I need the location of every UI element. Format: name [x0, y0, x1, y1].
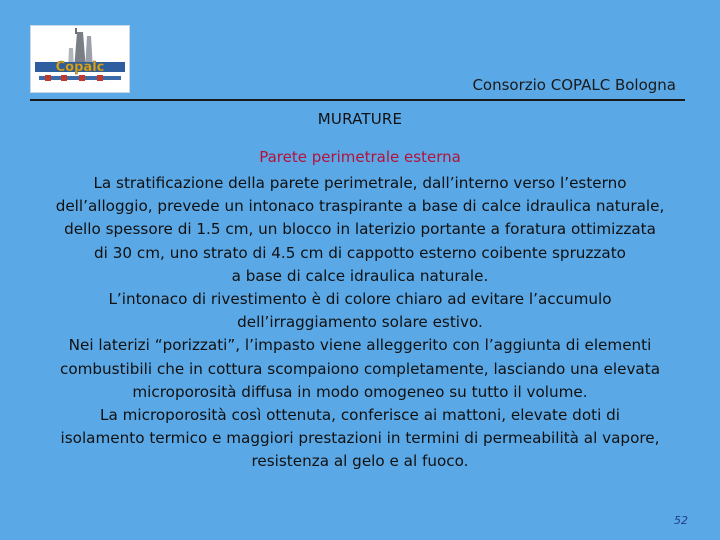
body-line: dell’alloggio, prevede un intonaco traspirante a base di calce idraulica naturale,	[55, 197, 665, 216]
page-number: 52	[674, 514, 688, 527]
body-line: La stratificazione della parete perimetrale, dall’interno verso l’esterno	[93, 174, 627, 192]
body-text	[18, 172, 702, 474]
copalc-logo-graphic	[31, 26, 129, 92]
header-divider	[30, 99, 685, 101]
body-line: resistenza al gelo e al fuoco.	[251, 452, 469, 471]
organization-name: Consorzio COPALC Bologna	[472, 76, 676, 94]
body-line: a base di calce idraulica naturale.	[231, 266, 489, 285]
copalc-logo	[30, 25, 130, 93]
section-title: MURATURE	[317, 110, 403, 128]
body-line: dell’irraggiamento solare estivo.	[237, 313, 483, 332]
body-line: isolamento termico e maggiori prestazioni in termini di permeabilità al vapore,	[60, 429, 660, 448]
body-line: di 30 cm, uno strato di 4.5 cm di cappotto esterno coibente spruzzato	[94, 243, 626, 262]
body-line: combustibili che in cottura scompaiono completamente, lasciando una elevata	[59, 359, 661, 378]
body-line: La microporosità così ottenuta, conferisce ai mattoni, elevate doti di	[100, 406, 620, 425]
logo-wordmark: Copalc	[55, 60, 105, 75]
subtitle: Parete perimetrale esterna	[259, 148, 461, 166]
body-line: L’intonaco di rivestimento è di colore chiaro ad evitare l’accumulo	[108, 290, 612, 309]
body-line: dello spessore di 1.5 cm, un blocco in laterizio portante a foratura ottimizzata	[64, 220, 656, 239]
body-line: Nei laterizi “porizzati”, l’impasto viene alleggerito con l’aggiunta di elementi	[68, 336, 652, 355]
body-line: microporosità diffusa in modo omogeneo su tutto il volume.	[132, 382, 588, 401]
